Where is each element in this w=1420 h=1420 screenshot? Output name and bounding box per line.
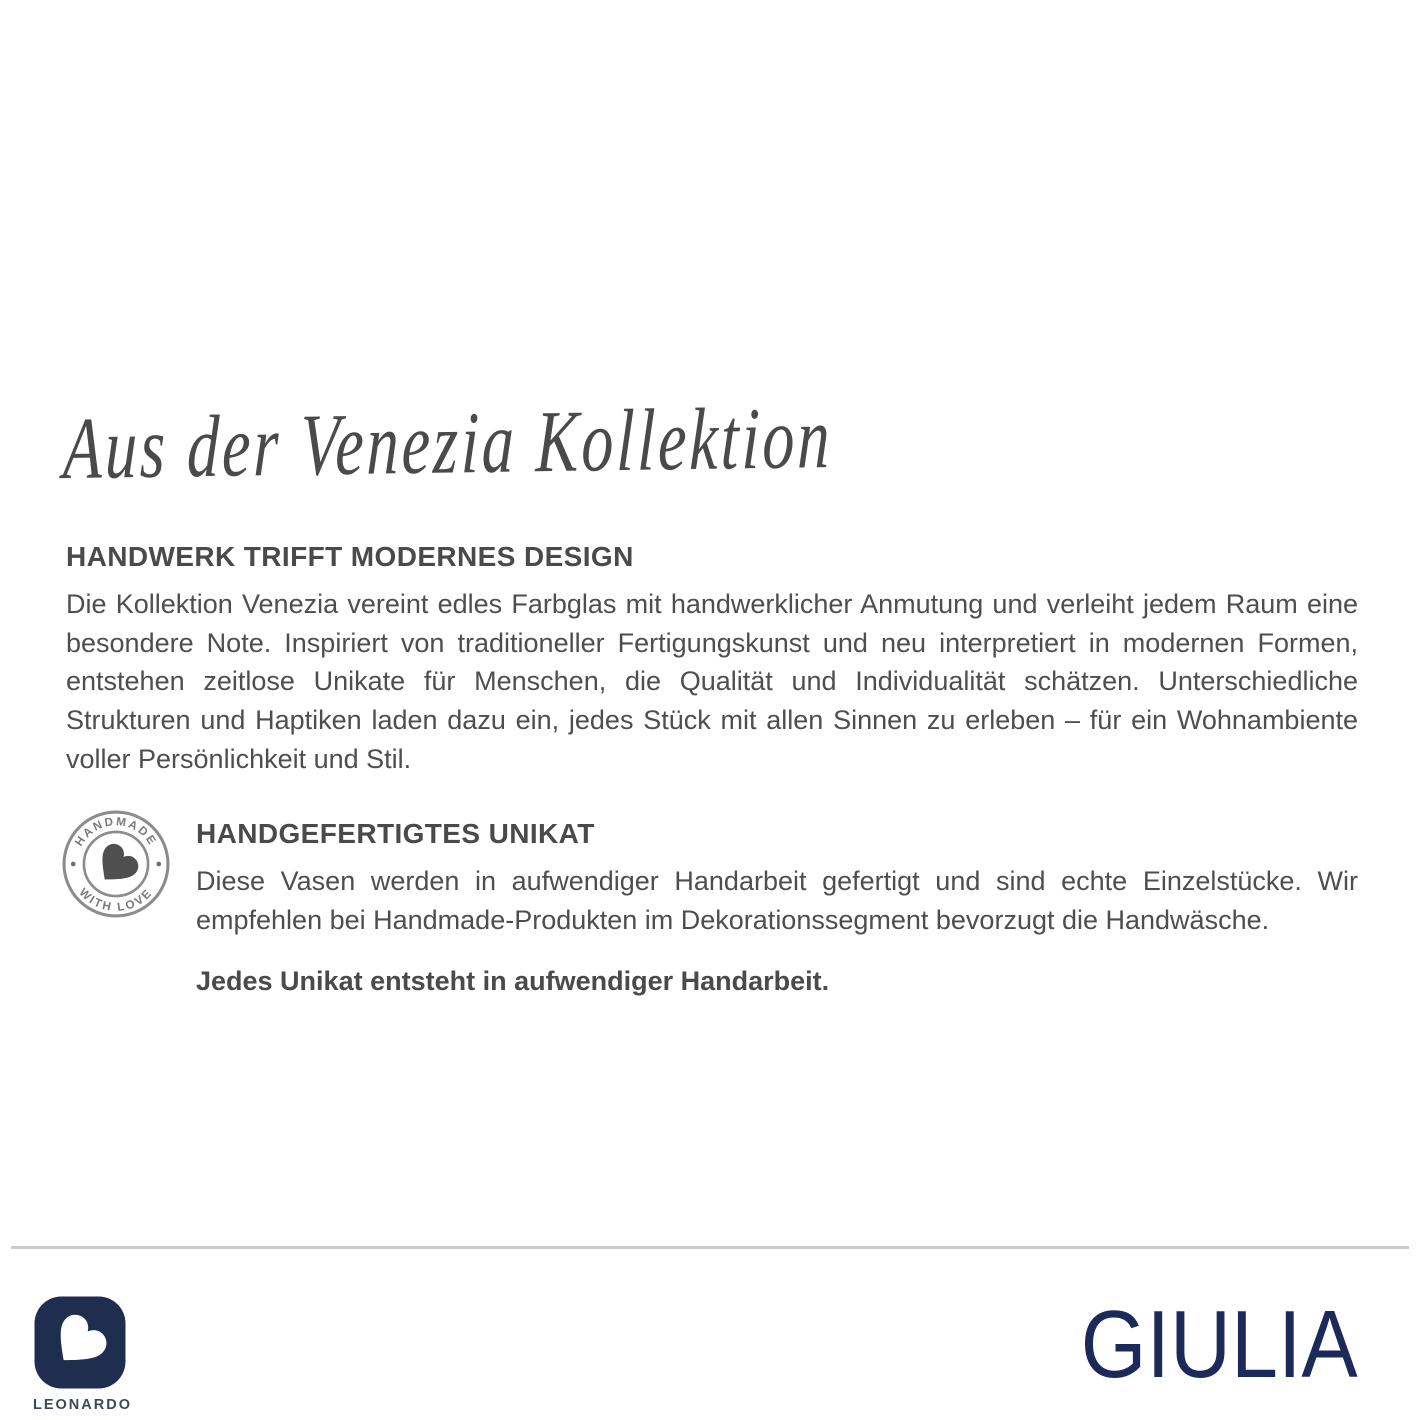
brand-wordmark: LEONARDO [33, 1397, 132, 1413]
heart-icon [90, 840, 143, 892]
handmade-body: Diese Vasen werden in aufwendiger Handarbeit gefertigt und sind echte Einzelstücke. Wir empfehlen bei Handmade-Produkten im Dekorationssegment bevorzugt die Handwäsche. [196, 866, 1358, 935]
craft-heading: HANDWERK TRIFFT MODERNES DESIGN [66, 541, 634, 572]
collection-title: Aus der Venezia Kollektion [62, 388, 834, 498]
handmade-heading: HANDGEFERTIGTES UNIKAT [196, 818, 595, 849]
badge-top-text: HANDMADE [72, 814, 160, 849]
handmade-note: Jedes Unikat entsteht in aufwendiger Handarbeit. [196, 966, 830, 996]
divider [11, 1246, 1409, 1249]
craft-body: Die Kollektion Venezia vereint edles Farbglas mit handwerklicher Anmutung und verleiht jedem Raum eine besondere Note. Inspiriert von traditioneller Fertigungskunst und neu interpretiert in modernen Formen, entstehen zeitlose Unikate für Menschen, die Qualität und Individualität schätzen. Unterschiedliche Strukturen und Haptiken laden dazu ein, jedes Stück mit allen Sinnen zu erleben – für ein Wohnambiente voller Persönlichkeit und Stil. [66, 589, 1358, 774]
leonardo-logo [33, 1295, 127, 1390]
badge-dot-right-icon [156, 862, 161, 867]
handmade-badge [61, 809, 171, 919]
section-craft [66, 541, 1358, 779]
section-handmade [196, 818, 1358, 939]
product-name: GIULIA [1081, 1291, 1358, 1398]
badge-dot-left-icon [71, 862, 76, 867]
handmade-badge-graphic [61, 809, 171, 919]
badge-bottom-text: WITH LOVE [76, 885, 156, 915]
brand-logo-block [33, 1295, 132, 1413]
